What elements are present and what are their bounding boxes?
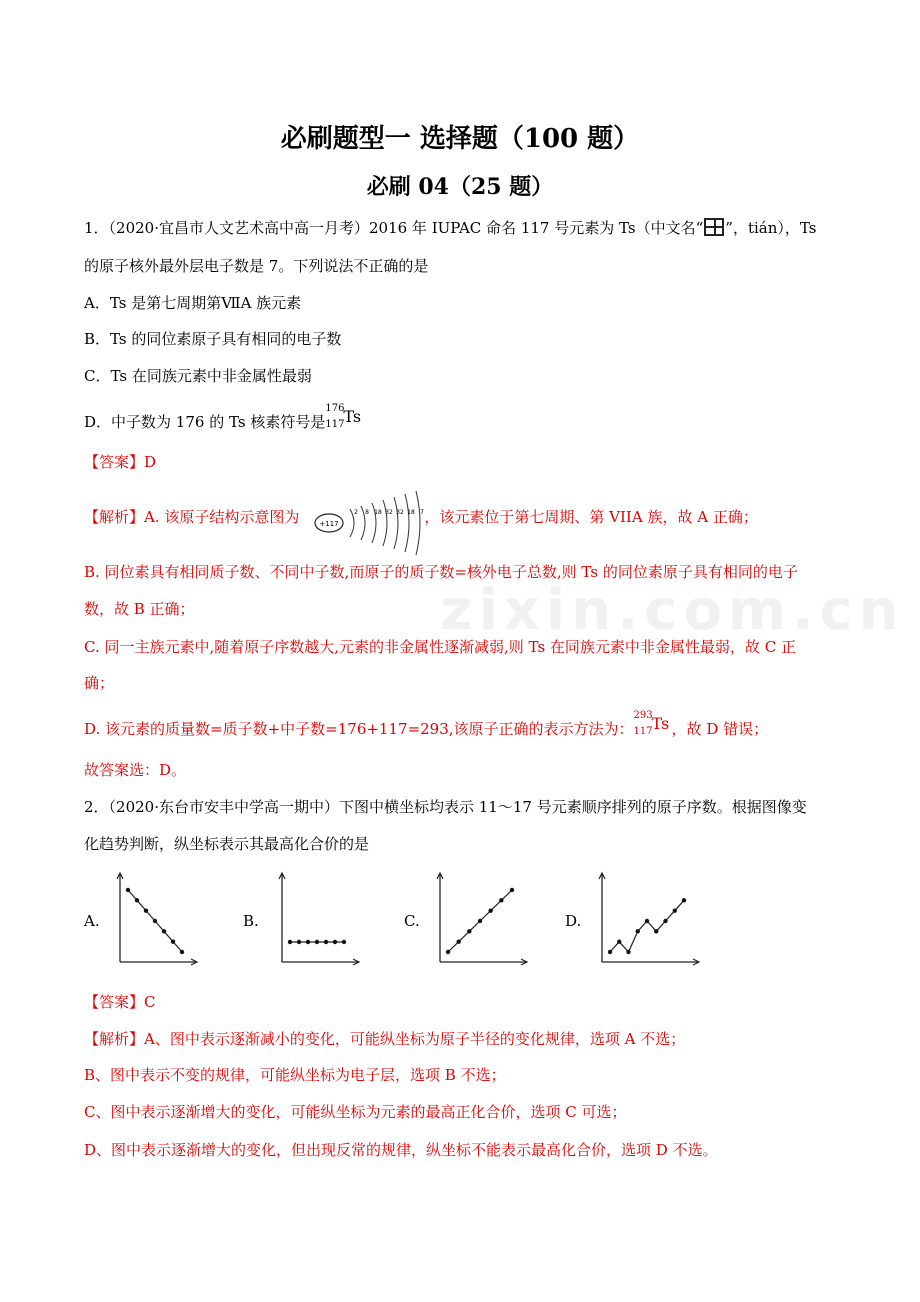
atom-shell-electron-count: 7 [420,509,424,516]
q1-stem-text-after: ”，tián），Ts [725,219,817,237]
analysis-d-before: D. 该元素的质量数=质子数+中子数=176+117=293,该原子正确的表示方法为： [84,720,634,738]
data-point [180,950,184,954]
atom-shell-electron-count: 32 [385,509,393,516]
q1-stem-text-before: 1．（2020·宜昌市人文艺术高中高一月考）2016 年 IUPAC 命名 117 号元素为 Ts（中文名“ [84,219,704,237]
q2-graph-b [272,870,362,970]
analysis-a-text: A、图中表示逐渐减小的变化，可能纵坐标为原子半径的变化规律，选项 A 不选； [144,1030,686,1048]
q2-graph-d-label: D. [565,912,582,930]
atom-shell-electron-count: 18 [374,509,382,516]
page-subtitle: 必刷 04（25 题） [366,174,554,200]
atom-structure-diagram [312,488,442,558]
nuclide-symbol: Ts [343,407,362,426]
q2-analysis-d: D、图中表示逐渐增大的变化，但出现反常的规律，纵坐标不能表示最高化合价，选项 D 不选。 [84,1141,718,1159]
data-point [171,939,175,943]
data-point [478,919,482,923]
data-point [673,908,677,912]
atom-shell-electron-count: 32 [396,509,404,516]
atom-nucleus-charge: +117 [319,520,339,528]
nuclide-mass-number: 293 [633,710,653,721]
q1-option-a: A．Ts 是第七周期第ⅦA 族元素 [84,294,302,312]
answer-label: 【答案】 [84,993,145,1011]
analysis-a-before: A. 该原子结构示意图为 [144,508,300,526]
data-point [608,950,612,954]
nuclide-atomic-number: 117 [325,419,345,430]
q2-analysis-c: C、图中表示逐渐增大的变化，可能纵坐标为元素的最高正化合价，选项 C 可选； [84,1103,627,1121]
data-point [467,929,471,933]
series-line [610,900,684,952]
analysis-label: 【解析】 [84,1030,145,1048]
answer-value: D [144,453,157,471]
q1-option-b: B．Ts 的同位素原子具有相同的电子数 [84,330,342,348]
data-point [153,919,157,923]
atom-shells [350,491,424,555]
q1-option-d-text: D．中子数为 176 的 Ts 核素符号是 [84,413,326,431]
atom-shell-electron-count: 18 [407,509,415,516]
data-point [499,898,503,902]
data-point [654,929,658,933]
q1-analysis-c1: C. 同一主族元素中,随着原子序数越大,元素的非金属性逐渐减弱,则 Ts 在同族元素中非金属性最弱，故 C 正 [84,638,796,656]
ts-293-nuclide-symbol [633,710,672,740]
data-point [617,939,621,943]
q1-analysis-d [84,710,769,740]
analysis-label: 【解析】 [84,508,145,526]
data-point [144,908,148,912]
analysis-d-after: ，故 D 错误； [671,720,769,738]
data-point [636,929,640,933]
nuclide-atomic-number: 117 [633,726,653,737]
watermark: zixin.com.cn [440,578,905,643]
tian-character-icon [704,218,724,236]
q2-graph-c [430,870,530,970]
q1-analysis-b2: 数，故 B 正确； [84,600,195,618]
q2-stem-line2: 化趋势判断，纵坐标表示其最高化合价的是 [84,835,370,853]
answer-value: C [144,993,156,1011]
q2-analysis-b: B、图中表示不变的规律，可能纵坐标为电子层，选项 B 不选； [84,1066,506,1084]
answer-label: 【答案】 [84,453,145,471]
data-point [306,940,310,944]
q1-stem-line2: 的原子核外最外层电子数是 7。下列说法不正确的是 [84,257,429,275]
data-point [645,919,649,923]
data-point [488,908,492,912]
q1-answer [84,451,156,472]
q1-option-c: C．Ts 在同族元素中非金属性最弱 [84,367,312,385]
data-point [162,929,166,933]
q2-graph-d [592,870,702,970]
data-point [456,939,460,943]
q2-stem-line1: 2．（2020·东台市安丰中学高一期中）下图中横坐标均表示 11～17 号元素顺序排列的原子序数。根据图像变 [84,798,807,816]
data-point [297,940,301,944]
data-point [315,940,319,944]
ts-176-nuclide-symbol [325,403,363,433]
nuclide-symbol: Ts [651,714,670,733]
q2-analysis-a [84,1028,685,1049]
analysis-a-after: ，该元素位于第七周期、第 VIIA 族，故 A 正确； [424,508,758,526]
q2-graph-c-label: C. [404,912,420,930]
data-point [446,950,450,954]
q2-graph-b-label: B. [243,912,259,930]
data-point [682,898,686,902]
data-point [126,888,130,892]
data-point [510,888,514,892]
q1-analysis-b1: B. 同位素具有相同质子数、不同中子数,而原子的质子数=核外电子总数,则 Ts 的同位素原子具有相同的电子 [84,563,798,581]
data-point [288,940,292,944]
atom-shell-arc [383,500,387,546]
data-point [324,940,328,944]
atom-shell-electron-count: 8 [365,509,369,516]
page-title: 必刷题型一 选择题（100 题） [280,124,640,154]
q1-conclusion: 故答案选：D。 [84,761,187,779]
atom-shell-electron-count: 2 [354,509,358,516]
data-point [342,940,346,944]
atom-shell-arc [416,491,420,555]
data-point [663,919,667,923]
q2-graph-a [110,870,200,970]
q2-graph-a-label: A. [84,912,100,930]
q2-answer [84,991,156,1012]
data-point [135,898,139,902]
q1-stem-line1 [84,217,817,238]
atom-shell-arc [405,494,409,552]
data-point [626,950,630,954]
q1-option-d [84,403,363,433]
nuclide-mass-number: 176 [325,403,345,414]
data-point [333,940,337,944]
q1-analysis-c2: 确； [84,674,115,692]
atom-shell-arc [394,497,398,549]
